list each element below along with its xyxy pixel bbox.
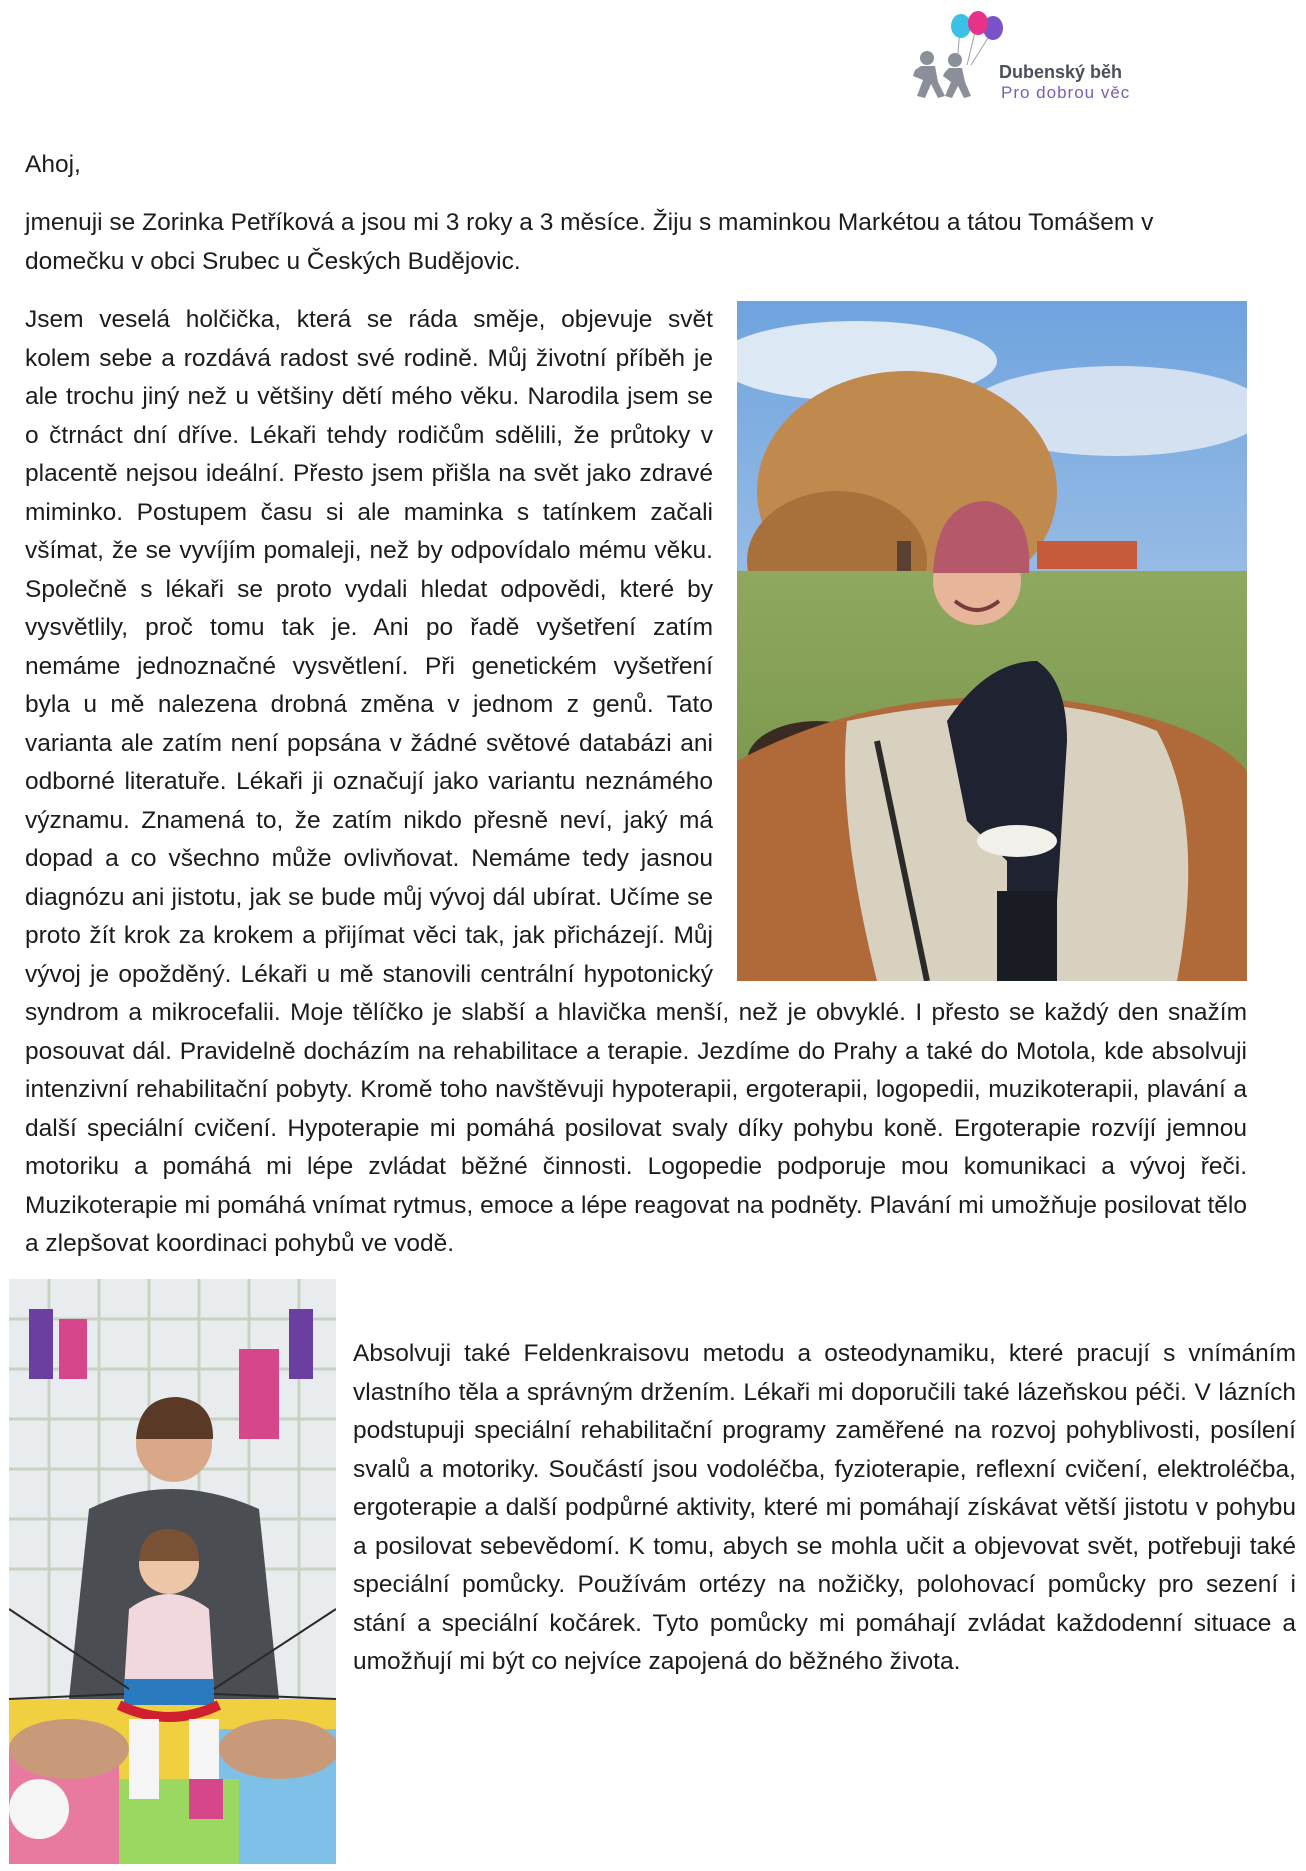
logo-name: Dubenský běh bbox=[999, 62, 1123, 82]
story-section bbox=[25, 301, 1247, 1264]
logo bbox=[905, 10, 1155, 110]
logo-graphic bbox=[905, 10, 1005, 100]
story-paragraph: Jsem veselá holčička, která se ráda směje, objevuje svět kolem sebe a rozdává radost své rodině. Můj životní příběh je ale trochu jiný než u většiny dětí mého věku. Narodila jsem se o čtrnáct dní dříve. Lékaři tehdy rodičům sdělili, že průtoky v placentě nejsou ideální. Přesto jsem přišla na svět jako zdravé miminko. Postupem času si ale maminka s tatínkem začali všímat, že se vyvíjím pomaleji, než by odpovídalo mému věku. Společně s lékaři se proto vydali hledat odpovědi, které by vysvětlily, proč tomu tak je. Ani po řadě vyšetření zatím nemáme jednoznačné vysvětlení. Při genetickém vyšetření byla u mě nalezena drobná změna v jednom z genů. Tato varianta ale zatím není popsána v žádné světové databázi ani odborné literatuře. Lékaři ji označují jako variantu neznámého významu. Znamená to, že zatím nikdo přesně neví, jaký má dopad a co všechno může ovlivňovat. Nemáme tedy jasnou diagnózu ani jistotu, jak se bude můj vývoj dál ubírat. Učíme se proto žít krok za krokem a přijímat věci tak, jak přicházejí. Můj vývoj je opožděný. Lékaři u mě stanovili centrální hypotonický syndrom a mikrocefalii. Moje tělíčko je slabší a hlavička menší, než je obvyklé. I přesto se každý den snažím posouvat dál. Pravidelně docházím na rehabilitace a terapie. Jezdíme do Prahy a také do Motola, kde absolvuji intenzivní rehabilitační pobyty. Kromě toho navštěvuji hypoterapii, ergoterapii, logopedii, muzikoterapii, plavání a další speciální cvičení. Hypoterapie mi pomáhá posilovat svaly díky pohybu koně. Ergoterapie rozvíjí jemnou motoriku a pomáhá mi lépe zvládat běžné činnosti. Logopedie podporuje mou komunikaci a vývoj řeči. Muzikoterapie mi pomáhá vnímat rytmus, emoce a lépe reagovat na podněty. Plavání mi umožňuje posilovat tělo a zlepšovat koordinaci pohybů ve vodě. bbox=[25, 306, 1247, 1257]
logo-tagline: Pro dobrou věc bbox=[1001, 83, 1131, 102]
greeting: Ahoj, bbox=[25, 151, 81, 178]
balloon-cyan bbox=[951, 14, 971, 38]
balloon-pink bbox=[968, 11, 988, 35]
photo-therapy-session bbox=[9, 1279, 336, 1864]
photo-girl-on-horse bbox=[737, 301, 1247, 981]
runner-figure-icon bbox=[913, 51, 971, 98]
intro-paragraph: jmenuji se Zorinka Petříková a jsou mi 3 roky a 3 měsíce. Žiju s maminkou Markétou a tátou Tomášem v domečku v obci Srubec u Českých Budějovic. bbox=[25, 209, 1154, 275]
therapy-paragraph: Absolvuji také Feldenkraisovu metodu a osteodynamiku, které pracují s vnímáním vlastního těla a správným držením. Lékaři mi doporučili také lázeňskou péči. V lázních podstupuji speciální rehabilitační programy zaměřené na rozvoj pohyblivosti, posílení svalů a motoriky. Součástí jsou vodoléčba, fyzioterapie, reflexní cvičení, elektroléčba, ergoterapie a další podpůrné aktivity, které mi pomáhají získávat větší jistotu v pohybu a posilovat sebevědomí. K tomu, abych se mohla učit a objevovat svět, potřebuji také speciální pomůcky. Používám ortézy na nožičky, polohovací pomůcky pro sezení i stání a speciální kočárek. Tyto pomůcky mi pomáhají zvládat každodenní situace a umožňují mi být co nejvíce zapojená do běžného života. bbox=[353, 1340, 1296, 1675]
